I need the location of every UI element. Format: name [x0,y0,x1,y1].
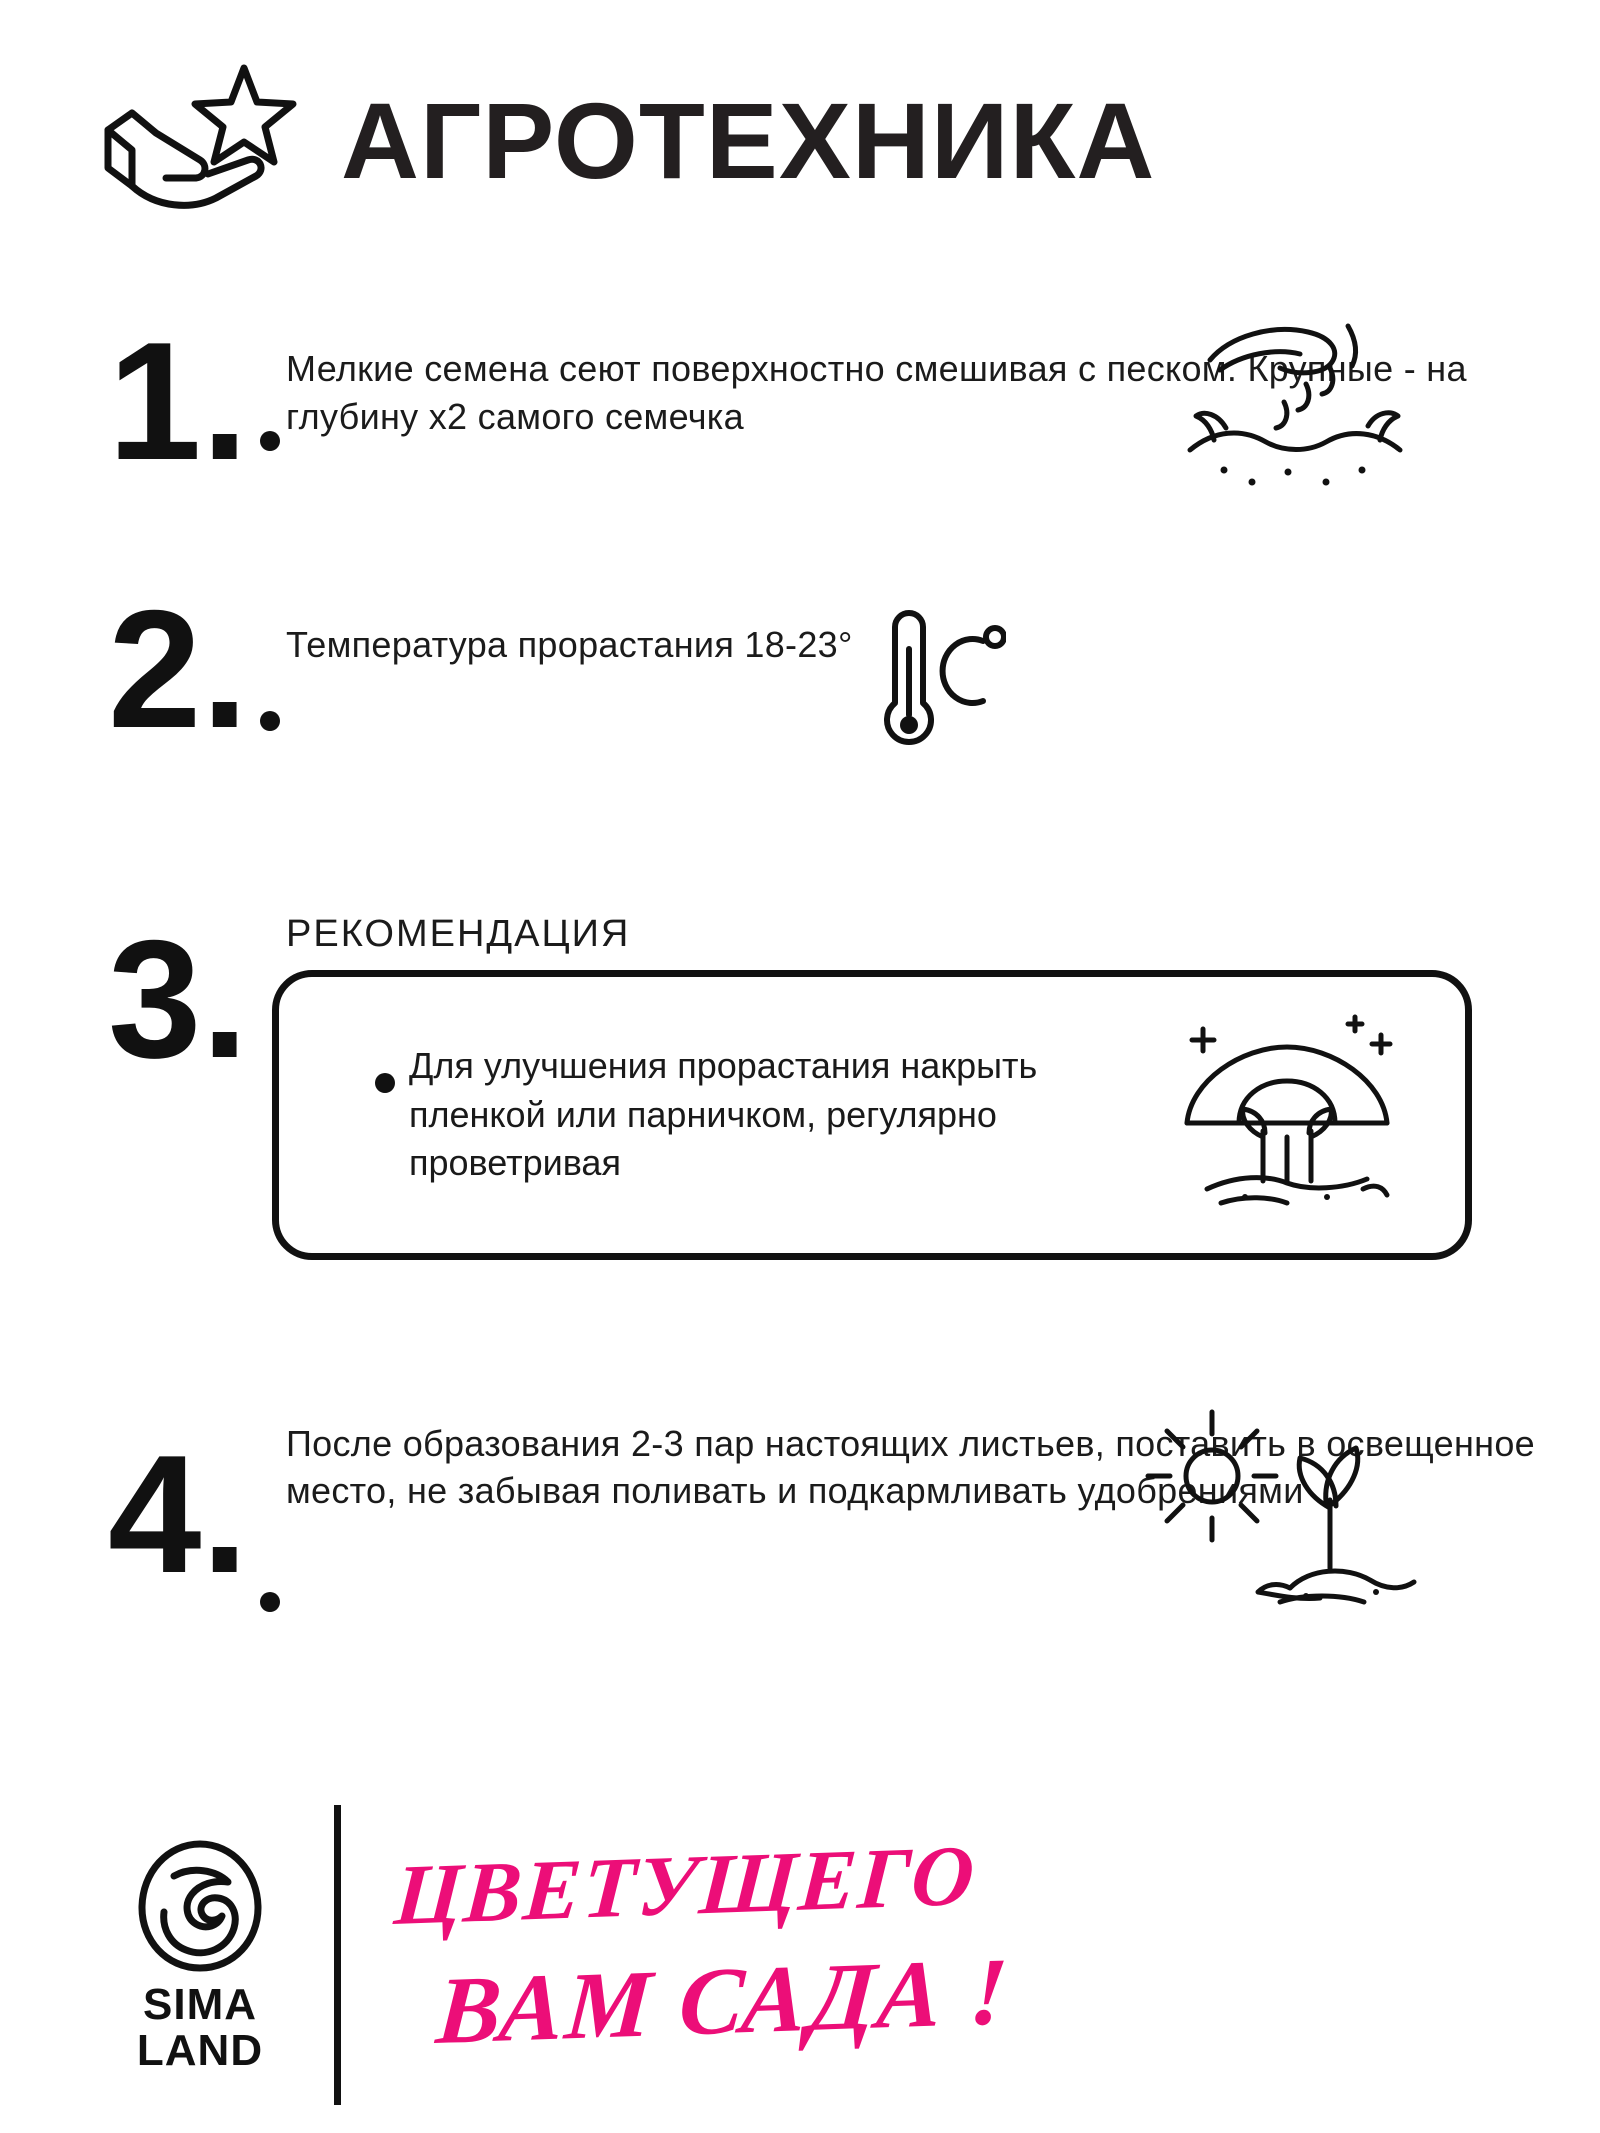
seed-sowing-icon [1180,310,1410,500]
step-3-text: Для улучшения прорастания накрыть пленкой или парничком, регулярно проветривая [409,1045,1038,1183]
brand-name-line2: LAND [136,2026,264,2075]
step-1-bullet [260,431,280,451]
recommendation-box [272,970,1472,1260]
step-2 [0,574,1600,763]
slogan-line-2: ВАМ САДА ! [433,1936,1013,2064]
step-1-text: Мелкие семена сеют поверхностно смешивая с песком. Крупные - на глубину х2 самого семечка [286,348,1467,437]
step-2-bullet [260,711,280,731]
hand-with-star-icon [96,58,311,223]
step-3-bullet [375,1073,395,1093]
step-3-number: 3. [108,904,249,1093]
step-4-number: 4. [108,1419,249,1608]
brand-name-line1: SIMA [143,1980,257,2030]
recommendation-label: РЕКОМЕНДАЦИЯ [286,912,631,955]
step-4-bullet [260,1592,280,1612]
brand-block [100,1836,300,2074]
footer-divider [334,1805,341,2105]
step-4-text: После образования 2-3 пар настоящих листьев, поставить в освещенное место, не забывая поливать и подкармливать удобрениями [286,1422,1536,1512]
step-2-text: Температура прорастания 18-23° [286,623,853,665]
step-1-number: 1. [108,307,249,495]
page-header [0,0,1600,223]
thermometer-celsius-icon [871,603,1006,763]
step-3 [0,904,1600,1260]
sun-sprout-icon [1140,1392,1420,1622]
page-footer [0,1780,1600,2130]
sima-land-dolphin-logo [130,1836,270,1976]
page-title: АГРОТЕХНИКА [341,79,1156,201]
slogan-line-1: ЦВЕТУЩЕГО [391,1826,980,1943]
step-2-number: 2. [108,574,249,763]
slogan-block [391,1826,1013,2066]
greenhouse-sprouts-icon [1167,1011,1407,1221]
